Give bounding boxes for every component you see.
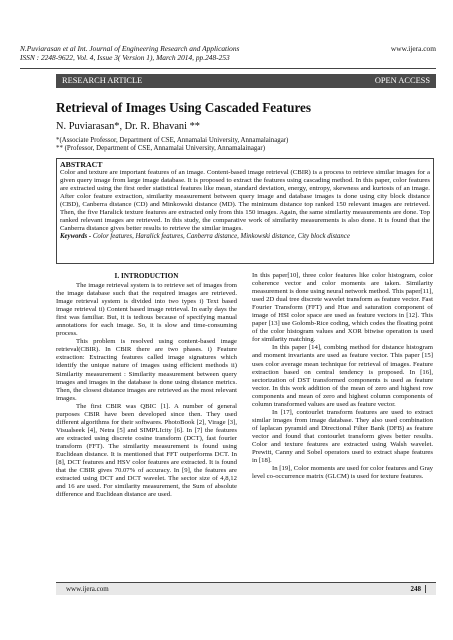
- affiliation-2: ** (Professor, Department of CSE, Annamalai University, Annamalainagar): [56, 145, 266, 153]
- access-label: OPEN ACCESS: [374, 76, 430, 85]
- journal-site-link[interactable]: www.ijera.com: [390, 44, 436, 53]
- paragraph: This problem is resolved using content-based image retrieval(CBIR). In CBIR there are two phases. i) Feature extraction: Extracting features called image signatures which identify the unique nature of images using efficient methods ii) Similarity measurement : Similarity measurement between query images and images in the database is done using distance metrics. Then, the closest distance images are retrieved as the most relevant images.: [56, 338, 237, 402]
- journal-header: [20, 44, 436, 62]
- article-type-label: RESEARCH ARTICLE: [62, 76, 143, 85]
- article-type-banner: [56, 74, 436, 88]
- abstract-box: [56, 158, 434, 264]
- paragraph: In [19], Color moments are used for color features and Gray level co-occurrence matrix (GLCM) is used for texture features.: [252, 465, 434, 481]
- affiliation-1: *(Associate Professor, Department of CSE, Annamalai University, Annamalainagar): [56, 137, 289, 144]
- keywords-line: [60, 233, 430, 241]
- journal-citation: N.Puviarasan et al Int. Journal of Engineering Research and Applications: [20, 44, 240, 53]
- abstract-heading: ABSTRACT: [60, 160, 103, 169]
- abstract-text: Color and texture are important features of an image. Content-based image retrieval (CBIR) is a process to retrieve similar images for a given query image from large image database. It is proposed to extract the features using cascading method. In this paper, color features are extracted using the first order statistical features like mean, standard deviation, energy, entropy, skewness and kurtosis of an image. After color feature extraction, similarity measurement between query image and database images is done using city block distance (CBD), Canberra distance (CD) and Minkowski distance (MD). The minimum distance top ranked 150 relevant images are retrieved. Then, the five Haralick texture features are extracted only from this 150 images. Again, the same similarity measurements are done. Top ranked relevant images are retrieved. In this study, the comparative work of similarity measurements is also done. It is found that the Canberra distance gives better results to retrieve the similar images.: [60, 169, 430, 233]
- keywords-list: Color features, Haralick features, Canberra distance, Minkowski distance, City block distance: [91, 233, 350, 241]
- left-column: [56, 272, 237, 499]
- paper-title: Retrieval of Images Using Cascaded Features: [56, 100, 312, 115]
- right-column: [252, 272, 433, 481]
- header-divider: [20, 68, 436, 69]
- paragraph: In this paper [14], combing method for distance histogram and moment invariants are used as feature vector. This paper [15] uses color average mean technique for retrieval of images. Feature extraction based on central tendency is proposed. In [16], sectorization of DST transformed components is used as feature vector. In this work addition of the mean of zero and highest row components and mean of zero and highest column components of column transformed values are used as feature vector.: [252, 344, 433, 408]
- page-number: 248: [411, 583, 427, 595]
- section-heading-introduction: I. INTRODUCTION: [114, 272, 179, 280]
- paper-authors: N. Puviarasan*, Dr. R. Bhavani **: [56, 121, 201, 132]
- journal-issn: ISSN : 2248-9622, Vol. 4, Issue 3( Version 1), March 2014, pp.248-253: [20, 53, 230, 62]
- paragraph: In [17], contourlet transform features are used to extract similar images from image database. They also used combination of laplacan pyramid and Directional Filter Bank (DFB) as feature vector and found that contourlet transform gives better results. Color and texture features are extracted using Walsh wavelet. Prewitt, Canny and Sobel operators used to extract shape features in [18].: [252, 408, 433, 465]
- paragraph: The image retrieval system is to retrieve set of images from the image database such that the required images are retrieved. Image retrieval system is divided into two types i) Text based image retrieval ii) Content based image retrieval. In early days the first was familiar. But, it is tedious because of specifying manual annotations for each image. So, it is slow and time-consuming process.: [56, 282, 237, 338]
- page-footer: [56, 583, 436, 595]
- keywords-label: Keywords -: [60, 233, 92, 241]
- footer-site-link[interactable]: www.ijera.com: [66, 585, 109, 593]
- author-affiliations: [56, 137, 436, 153]
- paragraph: In this paper[10], three color features like color histogram, color coherence vector and color moments are taken. Similarity measurement is done using neural network method. This paper[11], used 2D dual tree discrete wavelet transform as feature vector. Fast Fourier Transform (FFT) and Hue and saturation component of image of HSI color space are used as feature vectors in [12]. This paper [13] use Golomb-Rice coding, which codes the floating point of the color histogram values and XOR bitwise operation is used for similarity matching.: [252, 272, 433, 344]
- paragraph: The first CBIR was QBIC [1]. A number of general purposes CBIR have been developed since then. They used different algorithms for their softwares. PhotoBook [2], Virage [3], Visualseek [4], Netra [5] and SIMPLIcity [6]. In [7] the features are extracted using discrete cosine transform (DCT), fast fourier transform (FFT). The similarity measurement is found using Euclidean distance. It is mentioned that FFT outperforms DCT. In [8], DCT features and HSV color features are extracted. It is found that the CBIR gives 70.07% of accuracy. In [9], the features are extracted using DCT and DCT wavelet. The sector size of 4,8,12 and 16 are used. For similarity measurement, the Sum of absolute difference and Euclidean distance are used.: [56, 402, 237, 499]
